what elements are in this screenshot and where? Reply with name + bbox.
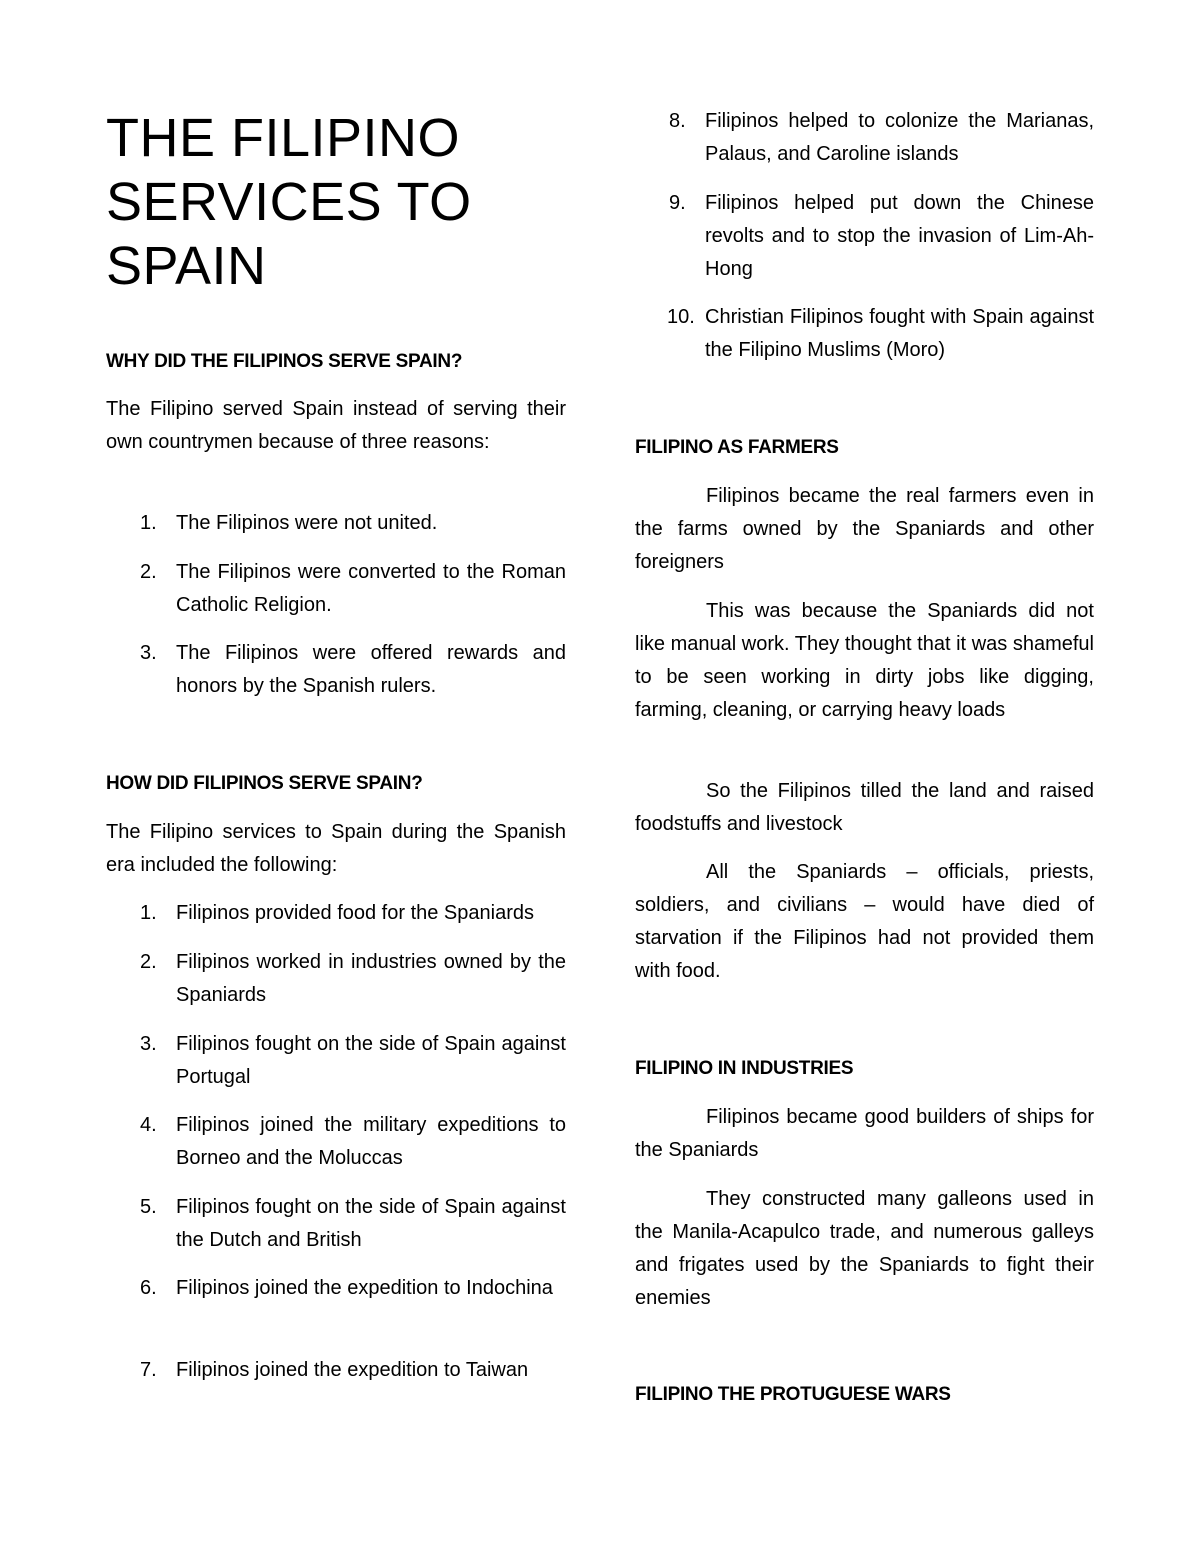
list-item	[106, 1272, 566, 1305]
list-number: 5.	[140, 1196, 157, 1218]
right-column	[635, 0, 1094, 1553]
list-text: Filipinos worked in industries owned by the Spaniards	[176, 951, 566, 1006]
list-number: 4.	[140, 1114, 157, 1136]
list-item	[106, 637, 566, 703]
title-line: THE FILIPINO	[106, 108, 461, 168]
section-heading-how: HOW DID FILIPINOS SERVE SPAIN?	[106, 773, 423, 794]
list-item	[635, 187, 1094, 286]
list-number: 6.	[140, 1277, 157, 1299]
list-item	[106, 556, 566, 622]
list-item	[106, 1028, 566, 1094]
list-item	[106, 897, 566, 930]
section-heading-farmers: FILIPINO AS FARMERS	[635, 437, 839, 458]
list-text: The Filipinos were not united.	[176, 512, 438, 534]
list-number: 10.	[667, 306, 695, 328]
list-number: 1.	[140, 902, 157, 924]
list-number: 8.	[669, 110, 686, 132]
list-text: The Filipinos were offered rewards and honors by the Spanish rulers.	[176, 642, 566, 697]
title-line: SPAIN	[106, 236, 267, 296]
list-text: Filipinos provided food for the Spaniards	[176, 902, 534, 924]
left-column	[106, 0, 566, 1553]
list-item	[106, 1109, 566, 1175]
section-heading-industries: FILIPINO IN INDUSTRIES	[635, 1058, 854, 1079]
list-text: The Filipinos were converted to the Roman Catholic Religion.	[176, 561, 566, 616]
industries-paragraph: Filipinos became good builders of ships for the Spaniards	[635, 1106, 1094, 1161]
section-heading-why: WHY DID THE FILIPINOS SERVE SPAIN?	[106, 351, 463, 372]
list-number: 9.	[669, 192, 686, 214]
list-number: 1.	[140, 512, 157, 534]
why-intro-paragraph: The Filipino served Spain instead of serving their own countrymen because of three reasons:	[106, 398, 566, 453]
list-text: Filipinos fought on the side of Spain against Portugal	[176, 1033, 566, 1088]
industries-paragraph: They constructed many galleons used in the Manila-Acapulco trade, and numerous galleys and frigates used by the Spaniards to fight their enemies	[635, 1188, 1094, 1309]
list-text: Filipinos fought on the side of Spain against the Dutch and British	[176, 1196, 566, 1251]
list-item	[635, 301, 1094, 367]
title-line: SERVICES TO	[106, 172, 472, 232]
farmers-paragraph: All the Spaniards – officials, priests, soldiers, and civilians – would have died of starvation if the Filipinos had not provided them with food.	[635, 861, 1094, 982]
list-item	[106, 507, 566, 540]
farmers-paragraph: This was because the Spaniards did not like manual work. They thought that it was shameful to be seen working in dirty jobs like digging, farming, cleaning, or carrying heavy loads	[635, 600, 1094, 721]
list-text: Christian Filipinos fought with Spain against the Filipino Muslims (Moro)	[705, 306, 1094, 361]
list-text: Filipinos helped put down the Chinese revolts and to stop the invasion of Lim-Ah-Hong	[705, 192, 1094, 280]
list-text: Filipinos joined the expedition to Taiwan	[176, 1359, 529, 1381]
section-heading-portuguese: FILIPINO THE PROTUGUESE WARS	[635, 1384, 951, 1405]
farmers-paragraph: So the Filipinos tilled the land and raised foodstuffs and livestock	[635, 780, 1094, 835]
list-text: Filipinos joined the expedition to Indochina	[176, 1277, 553, 1299]
how-intro-paragraph: The Filipino services to Spain during the Spanish era included the following:	[106, 821, 566, 876]
list-number: 3.	[140, 1033, 157, 1055]
list-number: 2.	[140, 561, 157, 583]
list-text: Filipinos helped to colonize the Marianas, Palaus, and Caroline islands	[705, 110, 1094, 165]
list-text: Filipinos joined the military expeditions to Borneo and the Moluccas	[176, 1114, 566, 1169]
list-item	[106, 946, 566, 1012]
farmers-paragraph: Filipinos became the real farmers even in the farms owned by the Spaniards and other foreigners	[635, 485, 1094, 573]
list-item	[106, 1191, 566, 1257]
list-item	[106, 1354, 566, 1387]
list-item	[635, 105, 1094, 171]
list-number: 3.	[140, 642, 157, 664]
list-number: 2.	[140, 951, 157, 973]
list-number: 7.	[140, 1359, 157, 1381]
